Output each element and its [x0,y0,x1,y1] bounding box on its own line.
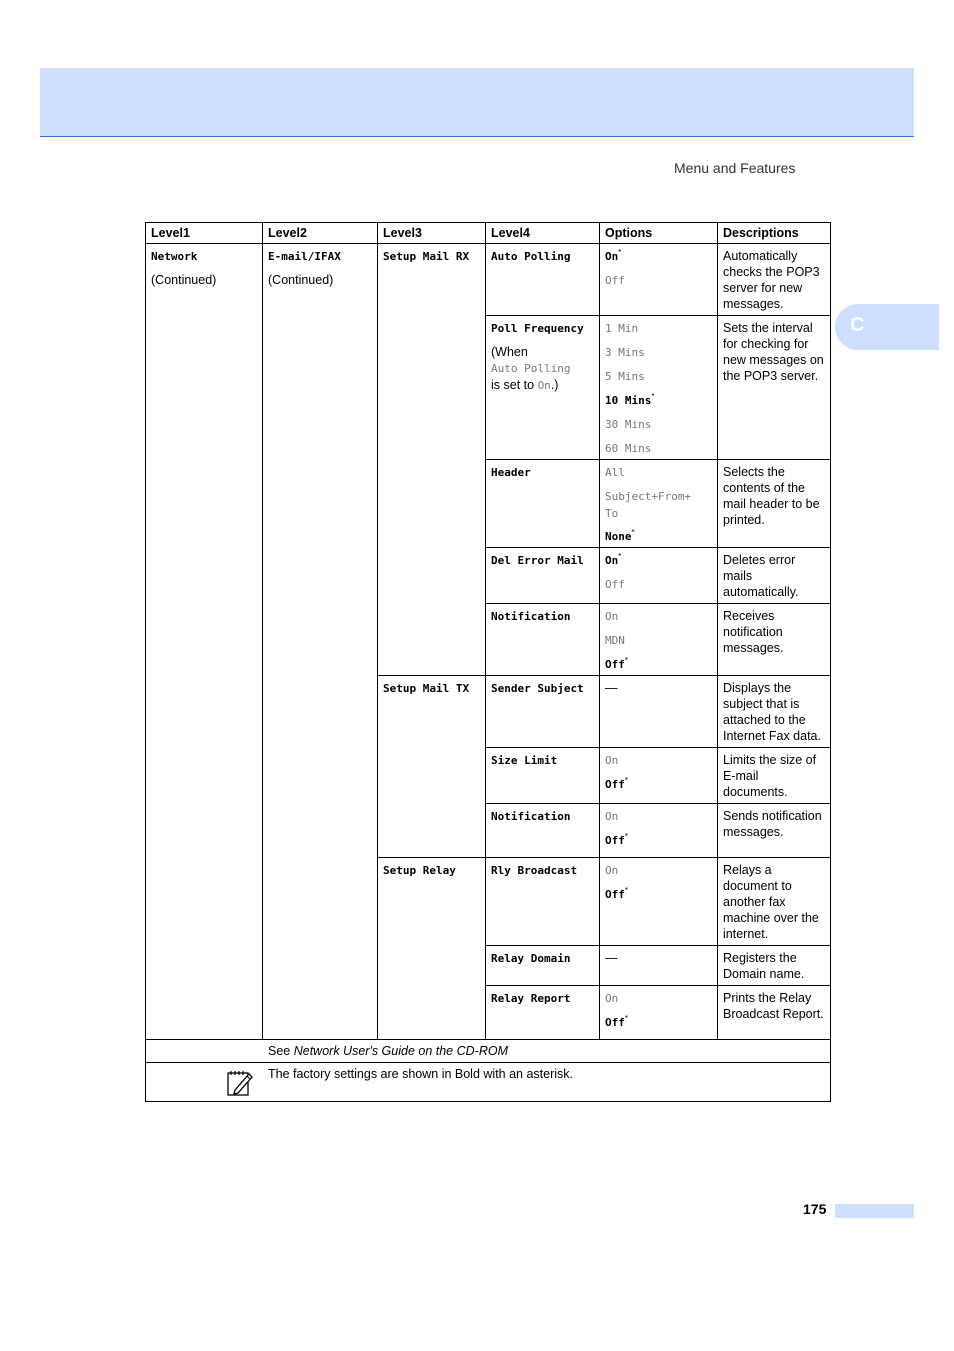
level3-name: Setup Mail TX [383,682,470,695]
option-default: On* [605,248,622,263]
option: Subject+From+ To [605,490,692,520]
level4-name: Sender Subject [491,682,584,695]
option-default: Off* [605,886,628,901]
column-header: Level4 [486,223,600,244]
level4-name: Poll Frequency [491,322,584,335]
note-cell [146,1063,831,1102]
table-header-row [146,223,831,244]
description-cell: Registers the Domain name. [718,946,831,986]
options-cell [600,244,718,316]
level4-name: Rly Broadcast [491,864,578,877]
options-cell [600,748,718,804]
level4-cell [486,460,600,548]
running-head: Menu and Features [674,160,796,176]
option-default: Off* [605,1014,628,1029]
level4-cell [486,748,600,804]
page-number: 175 [803,1201,827,1217]
page-number-bar [835,1204,914,1218]
description-cell: Sends notification messages. [718,804,831,858]
level4-name: Notification [491,810,571,823]
level2-cell [263,244,378,1040]
level4-name: Auto Polling [491,250,571,263]
condition-note: (When Auto Polling is set to On.) [491,345,571,392]
guide-title: Network User's Guide on the CD-ROM [293,1044,508,1058]
header-band [40,68,914,137]
note-text: The factory settings are shown in Bold with an asterisk. [268,1067,574,1081]
chapter-tab [835,304,939,350]
continued-label: (Continued) [151,273,217,287]
column-header: Level2 [263,223,378,244]
note-pencil-icon [226,1069,254,1097]
level4-name: Del Error Mail [491,554,584,567]
option: On [605,810,619,823]
level4-name: Header [491,466,531,479]
table-row [146,244,831,316]
level3-cell [378,858,486,1040]
level4-cell [486,244,600,316]
options-cell [600,986,718,1040]
level3-name: Setup Relay [383,864,456,877]
option: On [605,610,619,623]
column-header: Level3 [378,223,486,244]
column-header: Level1 [146,223,263,244]
description-cell: Prints the Relay Broadcast Report. [718,986,831,1040]
option: On [605,754,619,767]
option-default: None* [605,528,635,543]
level4-cell [486,316,600,460]
level1-cell [146,244,263,1040]
menu-table [145,222,831,1102]
option-default: 10 Mins* [605,392,655,407]
option: 5 Mins [605,370,645,383]
note-row [146,1063,831,1102]
option-default: Off* [605,776,628,791]
description-cell: Automatically checks the POP3 server for new messages. [718,244,831,316]
option: MDN [605,634,625,647]
options-cell: — [600,946,718,986]
options-cell [600,604,718,676]
options-cell [600,548,718,604]
options-cell [600,804,718,858]
level4-cell [486,604,600,676]
level1-name: Network [151,250,198,263]
description-cell: Receives notification messages. [718,604,831,676]
level4-cell [486,946,600,986]
options-cell [600,460,718,548]
description-cell: Sets the interval for checking for new messages on the POP3 server. [718,316,831,460]
description-cell: Relays a document to another fax machine over the internet. [718,858,831,946]
level4-name: Relay Domain [491,952,571,965]
chapter-tab-label: C [850,314,865,336]
option: 30 Mins [605,418,652,431]
option: 1 Min [605,322,639,335]
description-cell: Selects the contents of the mail header to be printed. [718,460,831,548]
level4-name: Relay Report [491,992,571,1005]
level4-cell [486,676,600,748]
description-cell: Displays the subject that is attached to the Internet Fax data. [718,676,831,748]
level4-cell [486,986,600,1040]
level4-name: Size Limit [491,754,558,767]
option: 3 Mins [605,346,645,359]
option: Off [605,274,625,287]
options-cell: — [600,676,718,748]
option: On [605,992,619,1005]
option: On [605,864,619,877]
level3-cell [378,244,486,676]
description-cell: Limits the size of E-mail documents. [718,748,831,804]
options-cell [600,858,718,946]
option-default: Off* [605,656,628,671]
level4-cell [486,548,600,604]
continued-label: (Continued) [268,273,334,287]
options-cell [600,316,718,460]
option: All [605,466,625,479]
level4-cell [486,804,600,858]
option: 60 Mins [605,442,652,455]
level3-cell [378,676,486,858]
level4-cell [486,858,600,946]
level3-name: Setup Mail RX [383,250,470,263]
see-reference: See Network User's Guide on the CD-ROM [146,1040,831,1063]
option: Off [605,578,625,591]
description-cell: Deletes error mails automatically. [718,548,831,604]
level4-name: Notification [491,610,571,623]
see-reference-row [146,1040,831,1063]
column-header: Descriptions [718,223,831,244]
column-header: Options [600,223,718,244]
option-default: Off* [605,832,628,847]
level2-name: E-mail/IFAX [268,250,341,263]
option-default: On* [605,552,622,567]
